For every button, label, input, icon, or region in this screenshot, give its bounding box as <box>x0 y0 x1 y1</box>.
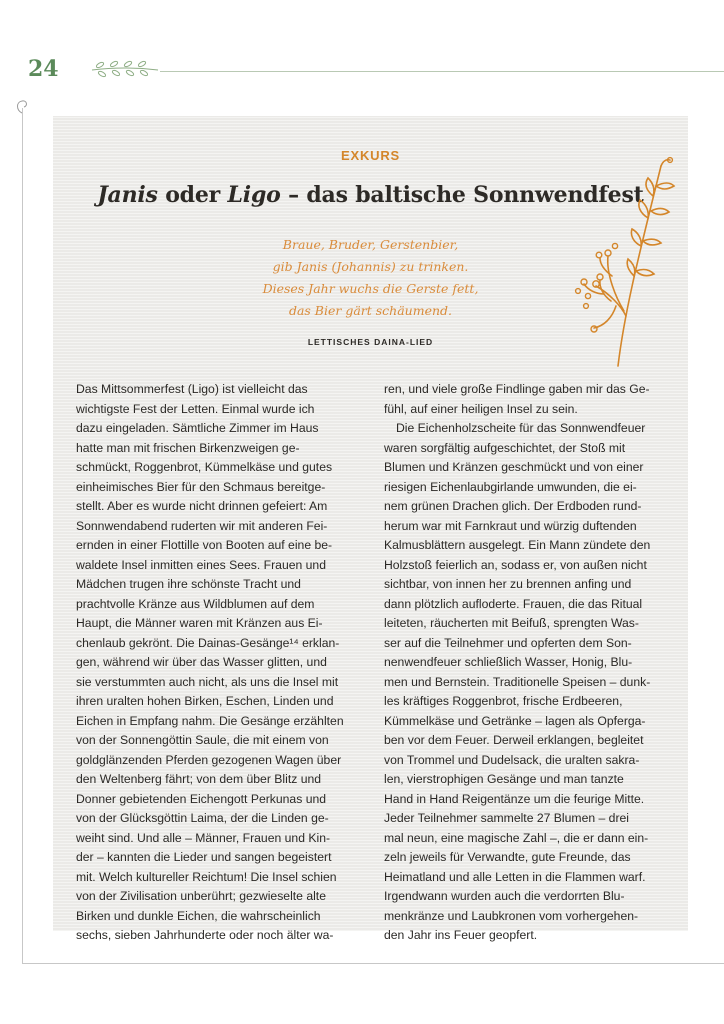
exkurs-panel <box>53 116 688 942</box>
text-line: sichtbar, von innen her zu brennen anfing und <box>384 577 632 591</box>
text-line: gen, während wir über das Wasser glitten, und <box>76 655 327 669</box>
title-janis: Janis <box>97 182 158 208</box>
top-rule <box>160 71 724 72</box>
kicker-label: EXKURS <box>341 148 400 163</box>
text-line: Mädchen trugen ihre schönste Tracht und <box>76 577 301 591</box>
text-line: Jeder Teilnehmer sammelte 27 Blumen – drei <box>384 811 629 825</box>
text-line: herum war mit Farnkraut und würzig duftenden <box>384 518 637 533</box>
text-line: ihren uralten hohen Birken, Eschen, Linden und <box>76 694 334 708</box>
verse-line: gib Janis (Johannis) zu trinken. <box>272 259 469 274</box>
verse-line: Dieses Jahr wuchs die Gerste fett, <box>262 281 479 296</box>
title-connector: oder <box>157 182 228 208</box>
text-line: Heimatland und alle Letten in die Flammen warf. <box>384 869 646 884</box>
text-line: schmückt, Roggenbrot, Kümmelkäse und gutes <box>76 460 333 474</box>
text-line: Blumen und Kränzen geschmückt und von einer <box>384 460 644 474</box>
page-number: 24 <box>28 56 59 82</box>
text-line: men und Bernstein. Traditionelle Speisen – dunk- <box>384 674 651 689</box>
text-line: Irgendwann wurden auch die verdorrten Blu- <box>384 889 625 903</box>
text-line: stellt. Aber es wurde nicht drinnen gefeiert: Am <box>76 499 328 513</box>
right-text-column <box>384 380 666 946</box>
text-line: zeln jeweils für Verwandte, gute Freunde, das <box>384 850 631 864</box>
herb-illustration-icon <box>566 156 681 371</box>
text-line: Die Eichenholzscheite für das Sonnwendfeuer <box>396 421 646 435</box>
text-line: len, vierstrophigen Gesänge und man tanzte <box>384 772 624 786</box>
left-text-column <box>76 380 358 946</box>
text-line: Haupt, die Männer waren mit Kränzen aus Ei- <box>76 616 323 630</box>
text-line: Donner gebietenden Eichengott Perkunas und <box>76 791 327 806</box>
text-line: chenlaub gekrönt. Die Dainas-Gesänge¹⁴ erklan- <box>76 635 340 650</box>
text-line: von der Glücksgöttin Laima, der die Linden ge- <box>76 811 329 825</box>
text-line: Hand in Hand Reigentänze um die feurige Mitte. <box>384 791 645 806</box>
text-line: prachtvolle Kränze aus Wildblumen auf dem <box>76 596 315 611</box>
text-line: Das Mittsommerfest (Ligo) ist vielleicht das <box>76 382 308 396</box>
title-rest: – das baltische Sonnwendfest <box>280 182 644 208</box>
verse-line: das Bier gärt schäumend. <box>288 303 453 318</box>
verse-source: LETTISCHES DAINA-LIED <box>307 337 434 347</box>
text-line: Kalmusblättern ausgelegt. Ein Mann zündete den <box>384 538 651 552</box>
text-line: riesigen Eichenlaubgirlande umwunden, die ei- <box>384 479 637 494</box>
text-line: ben vor dem Feuer. Derweil erklangen, begleitet <box>384 733 644 747</box>
text-line: wichtigste Fest der Letten. Einmal wurde ich <box>76 401 315 416</box>
text-line: les kräftiges Roggenbrot, frische Erdbeeren, <box>384 694 623 708</box>
text-line: Sonnwendabend ruderten wir mit anderen Fei- <box>76 518 328 533</box>
text-line: nenwendfeuer schließlich Wasser, Honig, Blu- <box>384 655 633 669</box>
text-line: mit. Welch kultureller Reichtum! Die Insel schien <box>76 869 337 884</box>
text-line: von der Zivilisation unberührt; gezwieselte alte <box>76 889 326 903</box>
title-ligo: Ligo <box>227 182 281 208</box>
text-line: ser auf die Teilnehmer und opferten dem Son- <box>384 635 632 650</box>
text-line: waren sorgfältig aufgeschichtet, der Stoß mit <box>384 440 626 455</box>
text-line: waldete Insel inmitten eines Sees. Frauen und <box>76 557 326 572</box>
text-line: einheimisches Bier für den Schmaus bereitge- <box>76 479 326 494</box>
text-line: goldglänzenden Pferden gezogenen Wagen über <box>76 752 342 767</box>
text-line: dann plötzlich aufloderte. Frauen, die das Ritual <box>384 596 643 611</box>
text-line: den Jahr ins Feuer geopfert. <box>384 928 538 942</box>
left-rule <box>22 108 23 964</box>
text-line: ren, und viele große Findlinge gaben mir das Ge- <box>384 382 650 396</box>
text-line: den Weltenberg fährt; von dem über Blitz und <box>76 772 322 786</box>
text-line: Kümmelkäse und Getränke – lagen als Opferga- <box>384 713 646 728</box>
text-line: mal neun, eine magische Zahl –, die er dann ein- <box>384 830 649 845</box>
text-line: von Trommel und Dudelsack, die uralten sakra- <box>384 752 640 767</box>
text-line: der – kannten die Lieder und sangen begeistert <box>76 850 332 864</box>
leaf-sprig-icon <box>90 58 160 80</box>
verse-line: Braue, Bruder, Gerstenbier, <box>282 237 459 252</box>
text-line: Birken und dunkle Eichen, die wahrscheinlich <box>76 908 321 923</box>
text-line: Eichen in Empfang nahm. Die Gesänge erzählten <box>76 713 344 728</box>
text-line: nem grünen Drachen glich. Der Erdboden rund- <box>384 499 642 513</box>
text-line: sie verstummten auch nicht, als uns die Insel mit <box>76 674 339 689</box>
text-line: ernden in einer Flottille von Booten auf eine be- <box>76 538 333 552</box>
text-line: dazu eingeladen. Sämtliche Zimmer im Haus <box>76 421 319 435</box>
text-line: fühl, auf einer heiligen Insel zu sein. <box>384 401 578 416</box>
text-line: sechs, sieben Jahrhunderte oder noch älter wa- <box>76 928 334 942</box>
bottom-rule <box>22 963 724 964</box>
text-line: von der Sonnengöttin Saule, die mit einem von <box>76 733 329 747</box>
text-line: Holzstoß feierlich an, sodass er, von außen nicht <box>384 557 647 572</box>
text-line: menkränze und Laubkronen vom vorhergehen- <box>384 908 639 923</box>
text-line: hatte man mit frischen Birkenzweigen ge- <box>76 440 300 455</box>
text-line: weiht sind. Und alle – Männer, Frauen und Kin- <box>76 830 331 845</box>
text-line: leiteten, räucherten mit Beifuß, sprengten Was- <box>384 616 639 630</box>
